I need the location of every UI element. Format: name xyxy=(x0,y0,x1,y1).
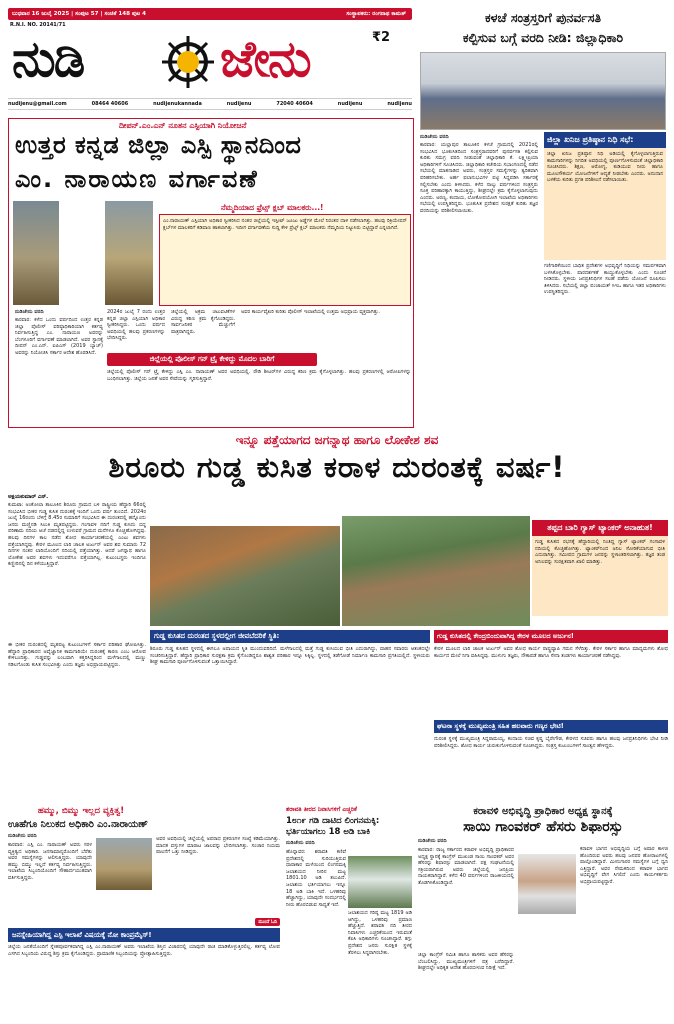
meeting-photo xyxy=(420,52,666,130)
bottom-right-text-3: ಜಿಲ್ಲಾ ಕಾಂಗ್ರೆಸ್ ಸಮಿತಿ ಹಾಗೂ ಶಾಸಕರು ಅವರ ಹೆಸರನ್ನು ಬೆಂಬಲಿಸಿದ್ದು, ಮುಖ್ಯಮಂತ್ರಿಗಳಿಗೆ ಪತ್ರ ಬರೆದಿದ್ದಾರೆ. ಶೀಘ್ರದಲ್ಲೇ ಅಧಿಕೃತ ಆದೇಶ ಹೊರಬೀಳುವ ನಿರೀಕ್ಷೆ ಇದೆ. xyxy=(418,952,514,972)
facebook-handle[interactable]: nudijenukannada xyxy=(153,101,202,107)
bottom-mid-kicker: ಶರಾವತಿ ತೀರದ ನಿವಾಸಿಗಳಿಗೆ ಎಚ್ಚರಿಕೆ xyxy=(286,806,357,813)
mineral-fund-text: ಜಿಲ್ಲಾ ಖನಿಜ ಪ್ರತಿಷ್ಠಾನ ನಿಧಿ ಅಡಿಯಲ್ಲಿ ಕೈಗೊಳ್ಳಲಾಗುತ್ತಿರುವ ಕಾಮಗಾರಿಗಳನ್ನು ನಿಗದಿತ ಅವಧಿಯಲ್ಲಿ ಪೂರ್ಣಗೊಳಿಸುವಂತೆ ಜಿಲ್ಲಾಧಿಕಾರಿ ಸೂಚಿಸಿದರು. ಶಿಕ್ಷಣ, ಆರೋಗ್ಯ, ಕುಡಿಯುವ ನೀರು ಹಾಗೂ ಮೂಲಸೌಕರ್ಯ ಯೋಜನೆಗಳಿಗೆ ಆದ್ಯತೆ ನೀಡಬೇಕು ಎಂದರು. ಅನುದಾನ ಬಳಕೆಯ ಕುರಿತು ಪ್ರಗತಿ ಪರಿಶೀಲನೆ ನಡೆಸಲಾಯಿತು. xyxy=(544,148,666,260)
top-story-headline-2: ಎಂ. ನಾರಾಯಣ ವರ್ಗಾವಣೆ xyxy=(15,165,259,193)
bottom-left-continued xyxy=(156,836,280,926)
cm-visit-banner: ಘಟನಾ ಸ್ಥಳಕ್ಕೆ ಮುಖ್ಯಮಂತ್ರಿ ಸಹಿತ ಹಲವಾರು ಗಣ್ಯರ ಭೇಟಿ! xyxy=(434,720,668,733)
dateline: ಬುಧವಾರ 16 ಜುಲೈ 2025 | ಸಂಪುಟ 57 | ಸಂಚಿಕೆ 148 ಪುಟ 4 xyxy=(12,11,147,17)
bottom-right-text-extra xyxy=(518,918,576,1018)
tagline: ಸಂಸ್ಥಾಪಕರು: ರಂಗನಾಥ ಕಾಮತ್ xyxy=(346,11,406,17)
bottom-right-headline-2: ಸಾಯಿ ಗಾಂವಕರ್ ಹೆಸರು ಶಿಫಾರಸ್ಸು xyxy=(463,819,623,835)
right-story-headline-1: ಕಳಚೆ ಸಂತ್ರಸ್ತರಿಗೆ ಪುನರ್ವಸತಿ xyxy=(485,10,601,25)
bottom-left-kicker: ಹಮ್ಮು, ಬಿಮ್ಮು ಇಲ್ಲದ ವ್ಯಕ್ತಿತ್ವ! xyxy=(37,806,125,816)
top-story-col3: ಜಿಲ್ಲೆಯಲ್ಲಿ ಅಕ್ರಮ ಚಟುವಟಿಕೆಗಳ ವಿರುದ್ಧ ಕಠಿಣ ಕ್ರಮ ಕೈಗೊಂಡಿದ್ದರು. ಸಾರ್ವಜನಿಕರ ಮೆಚ್ಚುಗೆಗೆ ಪಾತ್ರರಾಗಿದ್ದರು. xyxy=(171,309,235,335)
ship-wheel-logo xyxy=(160,34,216,90)
bottom-mid-headline: 1೮೧೯ ಗಡಿ ದಾಟಿದ ಲಿಂಗನಮಕ್ಕಿ: ಭರ್ತಿಯಾಗಲು 18 ಅಡಿ ಬಾಕಿ xyxy=(286,816,380,837)
top-story-sub-kicker: ನೆಮ್ಮದಿಯಾದ ಫ್ರೆಟ್ಸ್ ಕ್ಲಬ್ ಮಾಲಕರು...! xyxy=(221,203,324,212)
price-badge: ₹2 xyxy=(372,30,391,45)
bottom-right-text: ಕಾರವಾರ: ರಾಜ್ಯ ಸರ್ಕಾರದ ಕರಾವಳಿ ಅಭಿವೃದ್ಧಿ ಪ್ರಾಧಿಕಾರದ ಅಧ್ಯಕ್ಷ ಸ್ಥಾನಕ್ಕೆ ಕಾಂಗ್ರೆಸ್ ಮುಖಂಡ ಸಾಯಿ ಗಾಂವಕರ್ ಅವರ ಹೆಸರನ್ನು ಶಿಫಾರಸ್ಸು ಮಾಡಲಾಗಿದೆ. ಪಕ್ಷ ಸಂಘಟನೆಯಲ್ಲಿ ಸಕ್ರಿಯರಾಗಿರುವ ಅವರು ಜಿಲ್ಲೆಯಲ್ಲಿ ಜನಪ್ರಿಯ ನಾಯಕರಾಗಿದ್ದಾರೆ. ಕಳೆದ 40 ವರ್ಷಗಳಿಂದ ರಾಜಕೀಯದಲ್ಲಿ ತೊಡಗಿಸಿಕೊಂಡಿದ್ದಾರೆ. xyxy=(418,847,514,886)
no-compromise-banner: ಜನಸ್ನೇಹಿಯಾಗಿದ್ದ ಎಸ್ಪಿ ಇಲಾಖೆ ವಿಷಯಕ್ಕೆ ನೋ ಕಾಂಪ್ರಮೈಸ್! xyxy=(8,928,280,942)
sp-photo-1 xyxy=(13,201,59,305)
x-handle[interactable]: nudijenu xyxy=(226,101,252,107)
right-story-headline-2: ಕಲ್ಪಿಸುವ ಬಗ್ಗೆ ವರದಿ ನೀಡಿ: ಜಿಲ್ಲಾಧಿಕಾರಿ xyxy=(462,30,624,45)
gas-tanker-text: ಗುಡ್ಡ ಕುಸಿತದ ರಭಸಕ್ಕೆ ಹೆದ್ದಾರಿಯಲ್ಲಿ ನಿಂತಿದ್ದ ಗ್ಯಾಸ್ ಟ್ಯಾಂಕರ್ ಗಂಗಾವಳಿ ನದಿಯಲ್ಲಿ ಕೊಚ್ಚಿಹೋಗಿತ್ತು. ಟ್ಯಾಂಕರ್‌ನಿಂದ ಅನಿಲ ಸೋರಿಕೆಯಾಗುವ ಭೀತಿ ಎದುರಾಗಿತ್ತು. ಸಮೀಪದ ಗ್ರಾಮಗಳ ಜನರನ್ನು ಸ್ಥಳಾಂತರಿಸಲಾಗಿತ್ತು. ತಜ್ಞರ ತಂಡ ಅನಿಲವನ್ನು ಸುರಕ್ಷಿತವಾಗಿ ಖಾಲಿ ಮಾಡಿತ್ತು. xyxy=(532,536,668,616)
waterfall-photo xyxy=(348,856,412,908)
bottom-left-col2: ಅವರ ಅವಧಿಯಲ್ಲಿ ಜಿಲ್ಲೆಯಲ್ಲಿ ಅಪರಾಧ ಪ್ರಕರಣಗಳ ಸಂಖ್ಯೆ ಕಡಿಮೆಯಾಗಿತ್ತು. ಮಾದಕ ವಸ್ತುಗಳ ಮಾರಾಟ ಜಾಲವನ್ನು ಭೇದಿಸಲಾಗಿತ್ತು. ಸಂಚಾರ ನಿಯಮ ಪಾಲನೆಗೆ ಒತ್ತು ನೀಡಿದ್ದರು. xyxy=(156,836,280,856)
police-box: ಎಂ.ನಾರಾಯಣ್ ಎಸ್ಪಿಯಾಗಿ ಅಧಿಕಾರ ಸ್ವೀಕರಿಸಿದ ನಂತರ ಜಿಲ್ಲೆಯಲ್ಲಿ ಇಸ್ಪೀಟ್ ಜೂಜು ಅಡ್ಡೆಗಳ ಮೇಲೆ ನಿರಂತರ ದಾಳಿ ನಡೆಸಲಾಗಿತ್ತು. ಹಲವು ರಿಕ್ರಿಯೇಷನ್ ಕ್ಲಬ್‌ಗಳ ಮಾಲಕರಿಗೆ ಕಡಿವಾಣ ಹಾಕಲಾಗಿತ್ತು. ಇದೀಗ ವರ್ಗಾವಣೆಯ ಸುದ್ದಿ ಕೇಳಿ ಫ್ರೆಟ್ಸ್ ಕ್ಲಬ್ ಮಾಲಕರು ನೆಮ್ಮದಿಯ ನಿಟ್ಟುಸಿರು ಬಿಟ್ಟಿದ್ದಾರೆ ಎನ್ನಲಾಗಿದೆ. xyxy=(159,214,411,306)
gas-tanker-title: ತಪ್ಪದ ಬಾರಿ ಗ್ಯಾಸ್ ಟ್ಯಾಂಕರ್ ಅನಾಹುತ! xyxy=(532,520,668,536)
no-compromise-text: ಜಿಲ್ಲೆಯ ಜನತೆಯೊಂದಿಗೆ ಸ್ನೇಹಪೂರ್ವಕವಾಗಿದ್ದ ಎಸ್ಪಿ ಎಂ.ನಾರಾಯಣ್ ಅವರು ಇಲಾಖೆಯ ಶಿಸ್ತಿನ ವಿಚಾರದಲ್ಲಿ ಯಾವುದೇ ರಾಜಿ ಮಾಡಿಕೊಳ್ಳುತ್ತಿರಲಿಲ್ಲ. ಕರ್ತವ್ಯ ಲೋಪ ಎಸಗಿದ ಸಿಬ್ಬಂದಿಯ ವಿರುದ್ಧ ಶಿಸ್ತು ಕ್ರಮ ಕೈಗೊಂಡಿದ್ದರು. ಪ್ರಾಮಾಣಿಕ ಸಿಬ್ಬಂದಿಯನ್ನು ಪ್ರೋತ್ಸಾಹಿಸುತ್ತಿದ್ದರು. xyxy=(8,944,280,957)
bottom-mid-text-2: ಜಲಾಶಯದ ಗರಿಷ್ಠ ಮಟ್ಟ 1819 ಅಡಿ ಆಗಿದ್ದು, ಒಳಹರಿವು ಪ್ರಮಾಣ ಹೆಚ್ಚುತ್ತಿದೆ. ಶರಾವತಿ ನದಿ ತೀರದ ನಿವಾಸಿಗಳು ಎಚ್ಚರಿಕೆಯಿಂದ ಇರುವಂತೆ ಕೆಪಿಸಿ ಅಧಿಕಾರಿಗಳು ಸೂಚಿಸಿದ್ದಾರೆ. ತಗ್ಗು ಪ್ರದೇಶದ ಜನರು ಸುರಕ್ಷಿತ ಸ್ಥಳಕ್ಕೆ ತೆರಳಲು ಸಿದ್ಧರಾಗಿರಬೇಕು. xyxy=(348,910,412,956)
right-story xyxy=(420,10,666,426)
bottom-mid-byline: ನುಡಿಜೇನು ವರದಿ xyxy=(286,840,315,846)
landslide-photo-2 xyxy=(342,516,530,626)
contact-strip xyxy=(8,98,412,110)
gas-tanker-box xyxy=(532,520,668,632)
more-tag[interactable]: ಮುಂದೆ ಓದಿ xyxy=(255,918,280,926)
top-story-kicker: ದೀಪನ್.ಎಂ.ಎನ್ ನೂತನ ಎಸ್ಪಿಯಾಗಿ ನಿಯೋಜನೆ xyxy=(119,121,247,130)
top-story-lead: ಕಾರವಾರ: ಕಳೆದ ಒಂದು ವರ್ಷದಿಂದ ಉತ್ತರ ಕನ್ನಡ ಜಿಲ್ಲಾ ಪೊಲೀಸ್ ವರಿಷ್ಠಾಧಿಕಾರಿಯಾಗಿ ಕರ್ತವ್ಯ ನಿರ್ವಹಿಸುತ್ತಿದ್ದ ಎಂ. ನಾರಾಯಣ ಅವರನ್ನು ಬೆಂಗಳೂರಿಗೆ ವರ್ಗಾವಣೆ ಮಾಡಲಾಗಿದೆ. ಅವರ ಸ್ಥಾನಕ್ಕೆ ದೀಪನ್ ಎಂ.ಎನ್. ಐಪಿಎಸ್ (2019 ಬ್ಯಾಚ್) ಅವರನ್ನು ನಿಯೋಜಿಸಿ ಸರ್ಕಾರ ಆದೇಶ ಹೊರಡಿಸಿದೆ. xyxy=(15,317,103,356)
youtube-handle[interactable]: nudijenu xyxy=(387,101,412,107)
rni-number: R.N.I. NO. 20141/71 xyxy=(10,22,66,28)
main-story-byline: ಅಕ್ಷಯಕುಮಾರ್ ಎನ್. xyxy=(8,494,49,500)
gun-trial-text: ಜಿಲ್ಲೆಯಲ್ಲಿ ಪೊಲೀಸ್ ಗನ್ ಟ್ರೈ ಕೇಳಿದ್ದು ಎಸ್ಪಿ ಎಂ. ನಾರಾಯಣ್ ಅವರ ಅವಧಿಯಲ್ಲಿ. ರೌಡಿ ಶೀಟರ್‌ಗಳ ವಿರುದ್ಧ ಕಠಿಣ ಕ್ರಮ ಕೈಗೊಳ್ಳಲಾಗಿತ್ತು. ಹಲವು ಪ್ರಕರಣಗಳಲ್ಲಿ ಆರೋಪಿಗಳನ್ನು ಬಂಧಿಸಲಾಗಿತ್ತು. ಜಿಲ್ಲೆಯ ಜನತೆ ಅವರ ಸೇವೆಯನ್ನು ಸ್ಮರಿಸುತ್ತಿದ್ದಾರೆ. xyxy=(107,369,411,382)
top-story-byline: ನುಡಿಜೇನು ವರದಿ xyxy=(15,309,44,315)
sp-photo-2 xyxy=(105,201,153,305)
whatsapp-number[interactable]: 72040 40604 xyxy=(276,101,313,107)
arjun-text: ಕೇರಳ ಮೂಲದ ಲಾರಿ ಚಾಲಕ ಅರ್ಜುನ್ ಅವರ ಶೋಧ ಕಾರ್ಯ ರಾಷ್ಟ್ರವ್ಯಾಪಿ ಗಮನ ಸೆಳೆದಿತ್ತು. ಕೇರಳ ಸರ್ಕಾರ ಹಾಗೂ ಮಾಧ್ಯಮಗಳು ಶೋಧ ಕಾರ್ಯದ ಮೇಲೆ ನಿಗಾ ವಹಿಸಿದ್ದವು. ಮುಳುಗು ತಜ್ಞರು, ನೌಕಾಪಡೆ ಹಾಗೂ ಸೇನಾ ತಂಡಗಳು ಕಾರ್ಯಾಚರಣೆ ನಡೆಸಿದ್ದವು. xyxy=(434,646,668,659)
name-right: ಜೇನು xyxy=(220,30,310,88)
bottom-mid-story xyxy=(286,806,412,1020)
phone-number[interactable]: 08464 40606 xyxy=(91,101,129,107)
bottom-mid-text: ಹೊನ್ನಾವರ: ಶರಾವತಿ ಕಣಿವೆ ಪ್ರದೇಶದಲ್ಲಿ ಸುರಿಯುತ್ತಿರುವ ಧಾರಾಕಾರ ಮಳೆಯಿಂದ ಲಿಂಗನಮಕ್ಕಿ ಜಲಾಶಯದ ನೀರಿನ ಮಟ್ಟ 1801.10 ಅಡಿ ತಲುಪಿದೆ. ಜಲಾಶಯ ಭರ್ತಿಯಾಗಲು ಇನ್ನೂ 18 ಅಡಿ ಬಾಕಿ ಇದೆ. ಒಳಹರಿವು ಹೆಚ್ಚಾಗಿದ್ದು, ಯಾವುದೇ ಸಂದರ್ಭದಲ್ಲಿ ನೀರು ಹೊರಬಿಡುವ ಸಾಧ್ಯತೆ ಇದೆ. xyxy=(286,849,346,908)
newspaper-name xyxy=(12,30,397,94)
mineral-fund-text-2: ಗಣಿಗಾರಿಕೆಯಿಂದ ಬಾಧಿತ ಪ್ರದೇಶಗಳ ಅಭಿವೃದ್ಧಿಗೆ ನಿಧಿಯನ್ನು ಸಮರ್ಪಕವಾಗಿ ಬಳಸಿಕೊಳ್ಳಬೇಕು. ಪಾರದರ್ಶಕತೆ ಕಾಯ್ದುಕೊಳ್ಳಬೇಕು ಎಂದು ಸೂಚನೆ ನೀಡಿದರು. ಸ್ಥಳೀಯ ಜನಪ್ರತಿನಿಧಿಗಳ ಸಲಹೆ ಪಡೆದು ಯೋಜನೆ ರೂಪಿಸಲು ತಿಳಿಸಿದರು. ಸಭೆಯಲ್ಲಿ ಜಿಲ್ಲಾ ಪಂಚಾಯತ್ ಸಿಇಒ ಹಾಗೂ ಇತರ ಅಧಿಕಾರಿಗಳು ಉಪಸ್ಥಿತರಿದ್ದರು. xyxy=(544,263,666,296)
right-story-byline: ನುಡಿಜೇನು ವರದಿ xyxy=(420,134,449,140)
top-story xyxy=(8,118,414,428)
bottom-right-byline: ನುಡಿಜೇನು ವರದಿ xyxy=(418,838,447,844)
danger-site-text: ಶಿರೂರು ಗುಡ್ಡ ಕುಸಿತದ ಸ್ಥಳದಲ್ಲಿ ಈಗಲೂ ಅಪಾಯದ ಸ್ಥಿತಿ ಮುಂದುವರಿದಿದೆ. ಮಳೆಗಾಲದಲ್ಲಿ ಮತ್ತೆ ಗುಡ್ಡ ಕುಸಿಯುವ ಭೀತಿ ಎದುರಾಗಿದ್ದು, ವಾಹನ ಸವಾರರು ಆತಂಕದಲ್ಲೇ ಸಂಚರಿಸುತ್ತಿದ್ದಾರೆ. ಹೆದ್ದಾರಿ ಪ್ರಾಧಿಕಾರ ಸುರಕ್ಷತಾ ಕ್ರಮ ಕೈಗೊಂಡಿದ್ದರೂ ಶಾಶ್ವತ ಪರಿಹಾರ ಇನ್ನೂ ಸಿಕ್ಕಿಲ್ಲ. ಸ್ಥಳದಲ್ಲಿ ತಡೆಗೋಡೆ ನಿರ್ಮಾಣ ಕಾಮಗಾರಿ ಪ್ರಗತಿಯಲ್ಲಿದೆ. ಸ್ಥಳೀಯರು ಶೀಘ್ರ ಕಾಮಗಾರಿ ಪೂರ್ಣಗೊಳಿಸುವಂತೆ ಒತ್ತಾಯಿಸಿದ್ದಾರೆ. xyxy=(150,646,430,666)
email[interactable]: nudijenu@gmail.com xyxy=(8,101,67,107)
bottom-left-byline: ನುಡಿಜೇನು ವರದಿ xyxy=(8,833,37,839)
bottom-right-headline-1: ಕರಾವಳಿ ಅಭಿವೃದ್ಧಿ ಪ್ರಾಧಿಕಾರ ಅಧ್ಯಕ್ಷ ಸ್ಥಾನಕ್ಕೆ xyxy=(473,806,613,817)
landslide-photo-1 xyxy=(150,526,340,626)
gun-trial-banner: ಜಿಲ್ಲೆಯಲ್ಲಿ ಪೊಲೀಸ್ ಗನ್ ಟ್ರೈ ಕೇಳಿದ್ದು ಮೊದಲ ಬಾರಿಗೆ xyxy=(107,353,317,366)
instagram-handle[interactable]: nudijenu xyxy=(337,101,363,107)
main-story-text-2: ಈ ಭೀಕರ ದುರಂತದಲ್ಲಿ ಮೃತಪಟ್ಟ ಕುಟುಂಬಗಳಿಗೆ ಸರ್ಕಾರ ಪರಿಹಾರ ಘೋಷಿಸಿತ್ತು. ಹೆದ್ದಾರಿ ಪ್ರಾಧಿಕಾರದ ಅವೈಜ್ಞಾನಿಕ ಕಾಮಗಾರಿಯೇ ದುರಂತಕ್ಕೆ ಕಾರಣ ಎಂಬ ಆರೋಪ ಕೇಳಿಬಂದಿತ್ತು. ಗುಡ್ಡವನ್ನು ಲಂಬವಾಗಿ ಕತ್ತರಿಸಿದ್ದರಿಂದ ಮಳೆಗಾಲದಲ್ಲಿ ಮಣ್ಣು ಸಡಿಲಗೊಂಡು ಕುಸಿತ ಸಂಭವಿಸಿತ್ತು ಎಂದು ತಜ್ಞರು ಅಭಿಪ್ರಾಯಪಟ್ಟಿದ್ದರು. xyxy=(8,642,146,668)
mineral-fund-title: ಜಿಲ್ಲಾ ಖನಿಜ ಪ್ರತಿಷ್ಠಾನ ನಿಧಿ ಸಭೆ: xyxy=(544,132,666,148)
danger-site-banner: ಗುಡ್ಡ ಕುಸಿತದ ದುರಂತದ ಸ್ಥಳದಲ್ಲೀಗ ಜೀವಬೆದರಿಕೆ ಸ್ಥಿತಿ: xyxy=(150,630,430,643)
mineral-fund-box xyxy=(544,132,666,424)
top-story-col2: 2024ರ ಜುಲೈ 7 ರಂದು ಉತ್ತರ ಕನ್ನಡ ಜಿಲ್ಲಾ ಎಸ್ಪಿಯಾಗಿ ಅಧಿಕಾರ ಸ್ವೀಕರಿಸಿದ್ದರು. ಒಂದು ವರ್ಷದ ಅವಧಿಯಲ್ಲಿ ಹಲವು ಪ್ರಕರಣಗಳನ್ನು ಭೇದಿಸಿದ್ದರು. xyxy=(107,309,165,342)
masthead xyxy=(0,0,416,118)
bottom-right-text-2: ಕರಾವಳಿ ಭಾಗದ ಅಭಿವೃದ್ಧಿಯ ಬಗ್ಗೆ ಅಪಾರ ಕಾಳಜಿ ಹೊಂದಿರುವ ಅವರು ಹಲವು ಜನಪರ ಹೋರಾಟಗಳಲ್ಲಿ ಪಾಲ್ಗೊಂಡಿದ್ದಾರೆ. ಮೀನುಗಾರರ ಸಮಸ್ಯೆಗಳ ಬಗ್ಗೆ ಧ್ವನಿ ಎತ್ತಿದ್ದಾರೆ. ಅವರ ನೇಮಕದಿಂದ ಕರಾವಳಿ ಭಾಗದ ಅಭಿವೃದ್ಧಿಗೆ ವೇಗ ಸಿಗಲಿದೆ ಎಂದು ಕಾರ್ಯಕರ್ತರು ಅಭಿಪ್ರಾಯಪಟ್ಟಿದ್ದಾರೆ. xyxy=(580,846,668,885)
sp-portrait xyxy=(96,838,152,890)
main-story-kicker: ಇನ್ನೂ ಪತ್ತೆಯಾಗದ ಜಗನ್ನಾಥ ಹಾಗೂ ಲೋಕೇಶ ಶವ xyxy=(235,433,439,447)
bottom-left-text: ಕಾರವಾರ: ಎಸ್ಪಿ ಎಂ. ನಾರಾಯಣ್ ಅವರು ಸರಳ ವ್ಯಕ್ತಿತ್ವದ ಅಧಿಕಾರಿ. ಜನಸಾಮಾನ್ಯರೊಂದಿಗೆ ಬೆರೆತು ಅವರ ಸಮಸ್ಯೆಗಳನ್ನು ಆಲಿಸುತ್ತಿದ್ದರು. ಯಾವುದೇ ಹಮ್ಮು ಬಿಮ್ಮು ಇಲ್ಲದೆ ಕರ್ತವ್ಯ ನಿರ್ವಹಿಸುತ್ತಿದ್ದರು. ಇಲಾಖೆಯ ಸಿಬ್ಬಂದಿಯೊಂದಿಗೆ ಸೌಹಾರ್ದಯುತವಾಗಿ ವರ್ತಿಸುತ್ತಿದ್ದರು. xyxy=(8,842,92,881)
top-story-col4: ಅವರ ಕಾರ್ಯವೈಖರಿ ಕುರಿತು ಪೊಲೀಸ್ ಇಲಾಖೆಯಲ್ಲಿ ಉತ್ತಮ ಅಭಿಪ್ರಾಯ ವ್ಯಕ್ತವಾಗಿತ್ತು. xyxy=(241,309,380,315)
gaonkar-portrait xyxy=(518,854,576,914)
arjun-banner: ಗುಡ್ಡ ಕುಸಿತದಲ್ಲಿ ಕೇಂದ್ರಬಿಂದುವಾಗಿದ್ದ ಕೇರಳ ಮೂಲದ ಅರ್ಜುನ! xyxy=(434,630,668,643)
dateline-bar xyxy=(8,8,412,20)
main-story-headline: ಶಿರೂರು ಗುಡ್ಡ ಕುಸಿತ ಕರಾಳ ದುರಂತಕ್ಕೆ ವರ್ಷ! xyxy=(108,450,566,484)
name-left: ನುಡಿ xyxy=(12,30,84,88)
right-story-text: ಕಾರವಾರ: ಯಲ್ಲಾಪುರ ತಾಲೂಕಿನ ಕಳಚೆ ಗ್ರಾಮದಲ್ಲಿ 2021ರಲ್ಲಿ ಸಂಭವಿಸಿದ ಭೂಕುಸಿತದಿಂದ ಸಂತ್ರಸ್ತರಾದವರಿಗೆ ಪುನರ್ವಸತಿ ಕಲ್ಪಿಸುವ ಕುರಿತು ಸಮಗ್ರ ವರದಿ ನೀಡುವಂತೆ ಜಿಲ್ಲಾಧಿಕಾರಿ ಕೆ. ಲಕ್ಷ್ಮೀಪ್ರಿಯಾ ಅಧಿಕಾರಿಗಳಿಗೆ ಸೂಚಿಸಿದರು. ಜಿಲ್ಲಾಧಿಕಾರಿ ಕಚೇರಿಯ ಸಭಾಂಗಣದಲ್ಲಿ ನಡೆದ ಸಭೆಯಲ್ಲಿ ಮಾತನಾಡಿದ ಅವರು, ಸಂತ್ರಸ್ತರ ಸಮಸ್ಯೆಗಳನ್ನು ತ್ವರಿತವಾಗಿ ಪರಿಹರಿಸಬೇಕು. ಅರ್ಹ ಫಲಾನುಭವಿಗಳ ಪಟ್ಟಿ ಸಿದ್ಧಪಡಿಸಿ ಸರ್ಕಾರಕ್ಕೆ ಸಲ್ಲಿಸಬೇಕು ಎಂದು ತಿಳಿಸಿದರು. ಕಳೆದ ನಾಲ್ಕು ವರ್ಷಗಳಿಂದ ಸಂತ್ರಸ್ತರು ಸೂಕ್ತ ಪರಿಹಾರಕ್ಕಾಗಿ ಕಾಯುತ್ತಿದ್ದು, ಶೀಘ್ರದಲ್ಲೇ ಕ್ರಮ ಕೈಗೊಳ್ಳಲಾಗುವುದು ಎಂದರು. ಅರಣ್ಯ, ಕಂದಾಯ, ಲೋಕೋಪಯೋಗಿ ಇಲಾಖೆಯ ಅಧಿಕಾರಿಗಳು ಸಭೆಯಲ್ಲಿ ಉಪಸ್ಥಿತರಿದ್ದರು. ಭೂಕುಸಿತ ಪ್ರದೇಶದ ಸುರಕ್ಷತೆ ಕುರಿತು ತಜ್ಞರ ವರದಿಯನ್ನು ಪರಿಶೀಲಿಸಲಾಯಿತು. xyxy=(420,142,538,214)
bottom-left-headline: ಊಹೆಗೂ ನಿಲುಕದ ಅಧಿಕಾರಿ ಎಂ.ನಾರಾಯಣ್ xyxy=(8,819,148,830)
main-story-text: ಕುಮಟಾ: ಅಂಕೋಲಾ ತಾಲೂಕಿನ ಶಿರೂರು ಗ್ರಾಮದ ಬಳಿ ರಾಷ್ಟ್ರೀಯ ಹೆದ್ದಾರಿ 66ರಲ್ಲಿ ಸಂಭವಿಸಿದ ಭೀಕರ ಗುಡ್ಡ ಕುಸಿತ ದುರಂತಕ್ಕೆ ಇಂದಿಗೆ ಒಂದು ವರ್ಷ ತುಂಬಿದೆ. 2024ರ ಜುಲೈ 16ರಂದು ಬೆಳಿಗ್ಗೆ 8.45ರ ಸುಮಾರಿಗೆ ಸಂಭವಿಸಿದ ಈ ದುರಂತದಲ್ಲಿ ಹನ್ನೊಂದು ಜನರು ಮಣ್ಣಿನಡಿ ಸಿಲುಕಿ ಮೃತಪಟ್ಟಿದ್ದರು. ಗಂಗಾವಳಿ ನದಿಗೆ ಗುಡ್ಡ ಕುಸಿದು ಬಿದ್ದ ಪರಿಣಾಮ ನದಿಯ ಆಚೆ ದಡದಲ್ಲಿದ್ದ ಉಳುವರೆ ಗ್ರಾಮದ ಮನೆಗಳೂ ಕೊಚ್ಚಿಹೋಗಿದ್ದವು. ಹಲವು ದಿನಗಳ ಕಾಲ ನಡೆದ ಶೋಧ ಕಾರ್ಯಾಚರಣೆಯಲ್ಲಿ ಎಂಟು ಶವಗಳು ಪತ್ತೆಯಾಗಿದ್ದವು. ಕೇರಳ ಮೂಲದ ಲಾರಿ ಚಾಲಕ ಅರ್ಜುನ್ ಅವರ ಶವ ಸುಮಾರು 72 ದಿನಗಳ ನಂತರ ಲಾರಿಯೊಂದಿಗೆ ನದಿಯಲ್ಲಿ ಪತ್ತೆಯಾಗಿತ್ತು. ಆದರೆ ಜಗನ್ನಾಥ ಹಾಗೂ ಲೋಕೇಶ ಅವರ ಶವಗಳು ಇದುವರೆಗೂ ಪತ್ತೆಯಾಗಿಲ್ಲ. ಕುಟುಂಬಸ್ಥರು ಇಂದಿಗೂ ಕಣ್ಣೀರಿನಲ್ಲಿ ದಿನ ಕಳೆಯುತ್ತಿದ್ದಾರೆ. xyxy=(8,502,146,568)
bottom-right-story xyxy=(418,806,668,1020)
cm-visit-text: ದುರಂತ ಸ್ಥಳಕ್ಕೆ ಮುಖ್ಯಮಂತ್ರಿ ಸಿದ್ದರಾಮಯ್ಯ, ಕಂದಾಯ ಸಚಿವ ಕೃಷ್ಣ ಬೈರೇಗೌಡ, ಕೇರಳದ ಸಚಿವರು ಹಾಗೂ ಹಲವು ಜನಪ್ರತಿನಿಧಿಗಳು ಭೇಟಿ ನೀಡಿ ಪರಿಶೀಲಿಸಿದ್ದರು. ಶೋಧ ಕಾರ್ಯ ಚುರುಕುಗೊಳಿಸುವಂತೆ ಸೂಚಿಸಿದ್ದರು. ಸಂತ್ರಸ್ತ ಕುಟುಂಬಗಳಿಗೆ ಸಾಂತ್ವನ ಹೇಳಿದ್ದರು. xyxy=(434,736,668,749)
top-story-headline-1: ಉತ್ತರ ಕನ್ನಡ ಜಿಲ್ಲಾ ಎಸ್ಪಿ ಸ್ಥಾನದಿಂದ xyxy=(15,131,302,159)
